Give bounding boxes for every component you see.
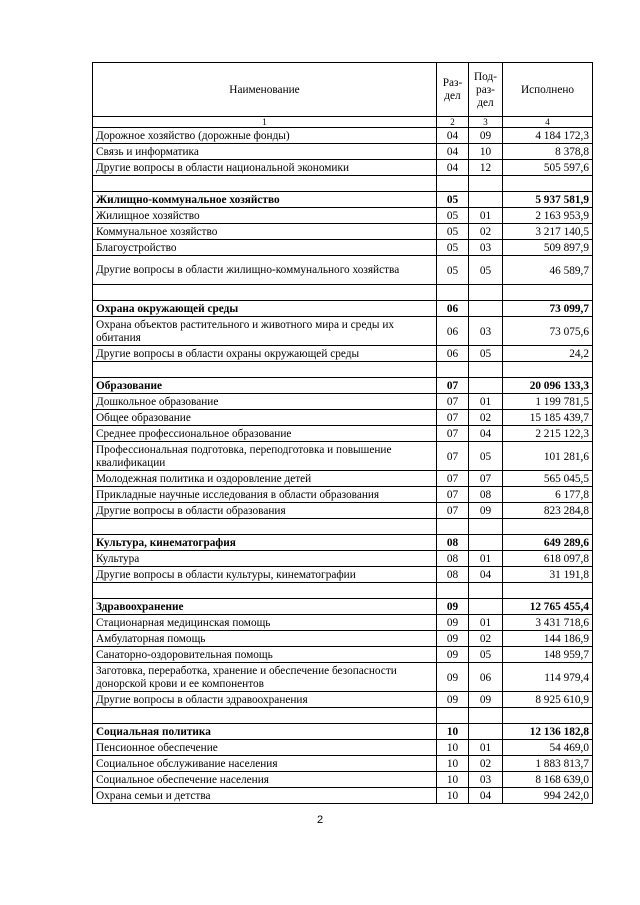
table-row	[93, 410, 593, 426]
row-subsection: 04	[469, 788, 503, 804]
row-name: Другие вопросы в области культуры, кинематографии	[93, 567, 437, 583]
table-total-row	[93, 301, 593, 317]
table-row	[93, 224, 593, 240]
row-section: 07	[437, 487, 469, 503]
row-subsection: 09	[469, 128, 503, 144]
row-section: 09	[437, 631, 469, 647]
empty-cell	[93, 519, 437, 535]
row-section: 07	[437, 471, 469, 487]
empty-cell	[469, 708, 503, 724]
row-value: 148 959,7	[503, 647, 593, 663]
row-name: Охрана окружающей среды	[93, 301, 437, 317]
row-section: 07	[437, 503, 469, 519]
row-name: Жилищно-коммунальное хозяйство	[93, 192, 437, 208]
row-value: 8 378,8	[503, 144, 593, 160]
row-value: 505 597,6	[503, 160, 593, 176]
row-name: Социальное обеспечение населения	[93, 772, 437, 788]
row-section: 06	[437, 346, 469, 362]
empty-cell	[437, 285, 469, 301]
row-section: 05	[437, 192, 469, 208]
column-number: 1	[93, 117, 437, 128]
row-subsection: 09	[469, 692, 503, 708]
row-section: 10	[437, 788, 469, 804]
row-name: Культура	[93, 551, 437, 567]
row-section: 06	[437, 301, 469, 317]
row-section: 07	[437, 426, 469, 442]
row-value: 144 186,9	[503, 631, 593, 647]
row-value: 31 191,8	[503, 567, 593, 583]
table-total-row	[93, 724, 593, 740]
row-section: 07	[437, 410, 469, 426]
table-row	[93, 128, 593, 144]
row-name: Санаторно-оздоровительная помощь	[93, 647, 437, 663]
empty-cell	[503, 519, 593, 535]
empty-cell	[437, 519, 469, 535]
row-subsection: 01	[469, 208, 503, 224]
row-subsection: 05	[469, 442, 503, 471]
row-name: Культура, кинематография	[93, 535, 437, 551]
row-section: 08	[437, 535, 469, 551]
header-section: Раз-дел	[437, 63, 469, 117]
empty-cell	[469, 362, 503, 378]
row-value: 509 897,9	[503, 240, 593, 256]
empty-cell	[437, 362, 469, 378]
row-name: Амбулаторная помощь	[93, 631, 437, 647]
row-name: Другие вопросы в области национальной экономики	[93, 160, 437, 176]
table-row	[93, 503, 593, 519]
row-name: Здравоохранение	[93, 599, 437, 615]
row-value: 565 045,5	[503, 471, 593, 487]
row-name: Другие вопросы в области здравоохранения	[93, 692, 437, 708]
row-name: Дорожное хозяйство (дорожные фонды)	[93, 128, 437, 144]
empty-cell	[469, 519, 503, 535]
row-name: Молодежная политика и оздоровление детей	[93, 471, 437, 487]
table-row	[93, 487, 593, 503]
row-value: 101 281,6	[503, 442, 593, 471]
row-section: 04	[437, 144, 469, 160]
row-section: 05	[437, 224, 469, 240]
row-value: 1 883 813,7	[503, 756, 593, 772]
column-number: 2	[437, 117, 469, 128]
row-section: 10	[437, 740, 469, 756]
row-name: Заготовка, переработка, хранение и обеспечение безопасности донорской крови и ее компонентов	[93, 663, 437, 692]
table-row	[93, 471, 593, 487]
row-name: Жилищное хозяйство	[93, 208, 437, 224]
row-subsection	[469, 192, 503, 208]
row-subsection	[469, 599, 503, 615]
row-name: Среднее профессиональное образование	[93, 426, 437, 442]
header-name: Наименование	[93, 63, 437, 117]
row-subsection: 07	[469, 471, 503, 487]
table-spacer-row	[93, 285, 593, 301]
table-spacer-row	[93, 708, 593, 724]
table-total-row	[93, 378, 593, 394]
table-row	[93, 346, 593, 362]
row-subsection: 02	[469, 631, 503, 647]
row-value: 6 177,8	[503, 487, 593, 503]
row-subsection: 05	[469, 647, 503, 663]
table-total-row	[93, 192, 593, 208]
row-section: 09	[437, 647, 469, 663]
row-value: 2 215 122,3	[503, 426, 593, 442]
row-subsection	[469, 301, 503, 317]
table-row	[93, 426, 593, 442]
table-row	[93, 317, 593, 346]
empty-cell	[503, 583, 593, 599]
row-value: 5 937 581,9	[503, 192, 593, 208]
empty-cell	[503, 176, 593, 192]
column-number-row	[93, 117, 593, 128]
row-name: Другие вопросы в области охраны окружающей среды	[93, 346, 437, 362]
empty-cell	[93, 285, 437, 301]
column-number: 3	[469, 117, 503, 128]
row-subsection: 01	[469, 615, 503, 631]
row-value: 8 168 639,0	[503, 772, 593, 788]
row-name: Общее образование	[93, 410, 437, 426]
table-row	[93, 144, 593, 160]
row-name: Социальная политика	[93, 724, 437, 740]
row-subsection: 02	[469, 410, 503, 426]
empty-cell	[93, 176, 437, 192]
row-section: 10	[437, 756, 469, 772]
row-subsection: 10	[469, 144, 503, 160]
empty-cell	[469, 176, 503, 192]
table-row	[93, 788, 593, 804]
table-spacer-row	[93, 362, 593, 378]
header-executed: Исполнено	[503, 63, 593, 117]
row-section: 10	[437, 724, 469, 740]
row-subsection: 05	[469, 256, 503, 285]
table-row	[93, 394, 593, 410]
table-spacer-row	[93, 176, 593, 192]
row-value: 73 075,6	[503, 317, 593, 346]
empty-cell	[437, 583, 469, 599]
row-section: 07	[437, 378, 469, 394]
empty-cell	[437, 708, 469, 724]
row-subsection	[469, 378, 503, 394]
row-section: 08	[437, 551, 469, 567]
row-value: 20 096 133,3	[503, 378, 593, 394]
row-subsection: 03	[469, 317, 503, 346]
row-section: 04	[437, 128, 469, 144]
empty-cell	[93, 583, 437, 599]
table-row	[93, 772, 593, 788]
row-subsection: 04	[469, 567, 503, 583]
row-subsection: 03	[469, 240, 503, 256]
table-row	[93, 663, 593, 692]
row-name: Другие вопросы в области жилищно-коммунального хозяйства	[93, 256, 437, 285]
row-subsection: 03	[469, 772, 503, 788]
column-number: 4	[503, 117, 593, 128]
row-value: 8 925 610,9	[503, 692, 593, 708]
table-row	[93, 692, 593, 708]
row-section: 09	[437, 615, 469, 631]
empty-cell	[469, 285, 503, 301]
empty-cell	[469, 583, 503, 599]
row-section: 10	[437, 772, 469, 788]
table-row	[93, 208, 593, 224]
row-value: 3 217 140,5	[503, 224, 593, 240]
budget-table	[92, 62, 593, 804]
table-header-row	[93, 63, 593, 117]
row-section: 09	[437, 599, 469, 615]
row-section: 08	[437, 567, 469, 583]
row-name: Дошкольное образование	[93, 394, 437, 410]
table-row	[93, 256, 593, 285]
empty-cell	[437, 176, 469, 192]
empty-cell	[503, 708, 593, 724]
table-row	[93, 240, 593, 256]
empty-cell	[93, 708, 437, 724]
row-name: Охрана семьи и детства	[93, 788, 437, 804]
row-value: 24,2	[503, 346, 593, 362]
row-value: 2 163 953,9	[503, 208, 593, 224]
table-row	[93, 442, 593, 471]
table-total-row	[93, 535, 593, 551]
row-name: Профессиональная подготовка, переподготовка и повышение квалификации	[93, 442, 437, 471]
table-body	[93, 128, 593, 804]
table-row	[93, 740, 593, 756]
row-section: 07	[437, 442, 469, 471]
row-subsection	[469, 724, 503, 740]
row-value: 1 199 781,5	[503, 394, 593, 410]
row-section: 06	[437, 317, 469, 346]
row-subsection: 04	[469, 426, 503, 442]
row-subsection: 09	[469, 503, 503, 519]
page-number: 2	[316, 814, 324, 826]
row-value: 46 589,7	[503, 256, 593, 285]
row-subsection: 02	[469, 756, 503, 772]
table-spacer-row	[93, 519, 593, 535]
table-row	[93, 631, 593, 647]
header-subsection: Под-раз-дел	[469, 63, 503, 117]
row-subsection	[469, 535, 503, 551]
row-subsection: 01	[469, 740, 503, 756]
row-value: 12 765 455,4	[503, 599, 593, 615]
table-row	[93, 551, 593, 567]
row-name: Образование	[93, 378, 437, 394]
row-subsection: 01	[469, 394, 503, 410]
row-subsection: 05	[469, 346, 503, 362]
row-value: 823 284,8	[503, 503, 593, 519]
row-value: 15 185 439,7	[503, 410, 593, 426]
row-section: 09	[437, 692, 469, 708]
row-section: 04	[437, 160, 469, 176]
row-section: 07	[437, 394, 469, 410]
row-name: Прикладные научные исследования в области образования	[93, 487, 437, 503]
row-name: Охрана объектов растительного и животного мира и среды их обитания	[93, 317, 437, 346]
row-name: Социальное обслуживание населения	[93, 756, 437, 772]
row-subsection: 06	[469, 663, 503, 692]
table-spacer-row	[93, 583, 593, 599]
row-subsection: 02	[469, 224, 503, 240]
row-value: 114 979,4	[503, 663, 593, 692]
row-name: Стационарная медицинская помощь	[93, 615, 437, 631]
row-value: 12 136 182,8	[503, 724, 593, 740]
table-total-row	[93, 599, 593, 615]
row-section: 05	[437, 208, 469, 224]
row-value: 3 431 718,6	[503, 615, 593, 631]
row-value: 54 469,0	[503, 740, 593, 756]
row-value: 994 242,0	[503, 788, 593, 804]
empty-cell	[93, 362, 437, 378]
empty-cell	[503, 285, 593, 301]
row-section: 05	[437, 256, 469, 285]
table-row	[93, 160, 593, 176]
row-value: 73 099,7	[503, 301, 593, 317]
empty-cell	[503, 362, 593, 378]
table-row	[93, 567, 593, 583]
row-value: 649 289,6	[503, 535, 593, 551]
row-section: 09	[437, 663, 469, 692]
row-subsection: 01	[469, 551, 503, 567]
row-name: Благоустройство	[93, 240, 437, 256]
row-value: 4 184 172,3	[503, 128, 593, 144]
row-name: Связь и информатика	[93, 144, 437, 160]
row-subsection: 12	[469, 160, 503, 176]
table-row	[93, 756, 593, 772]
row-section: 05	[437, 240, 469, 256]
row-subsection: 08	[469, 487, 503, 503]
row-value: 618 097,8	[503, 551, 593, 567]
row-name: Пенсионное обеспечение	[93, 740, 437, 756]
row-name: Коммунальное хозяйство	[93, 224, 437, 240]
table-row	[93, 615, 593, 631]
row-name: Другие вопросы в области образования	[93, 503, 437, 519]
table-row	[93, 647, 593, 663]
